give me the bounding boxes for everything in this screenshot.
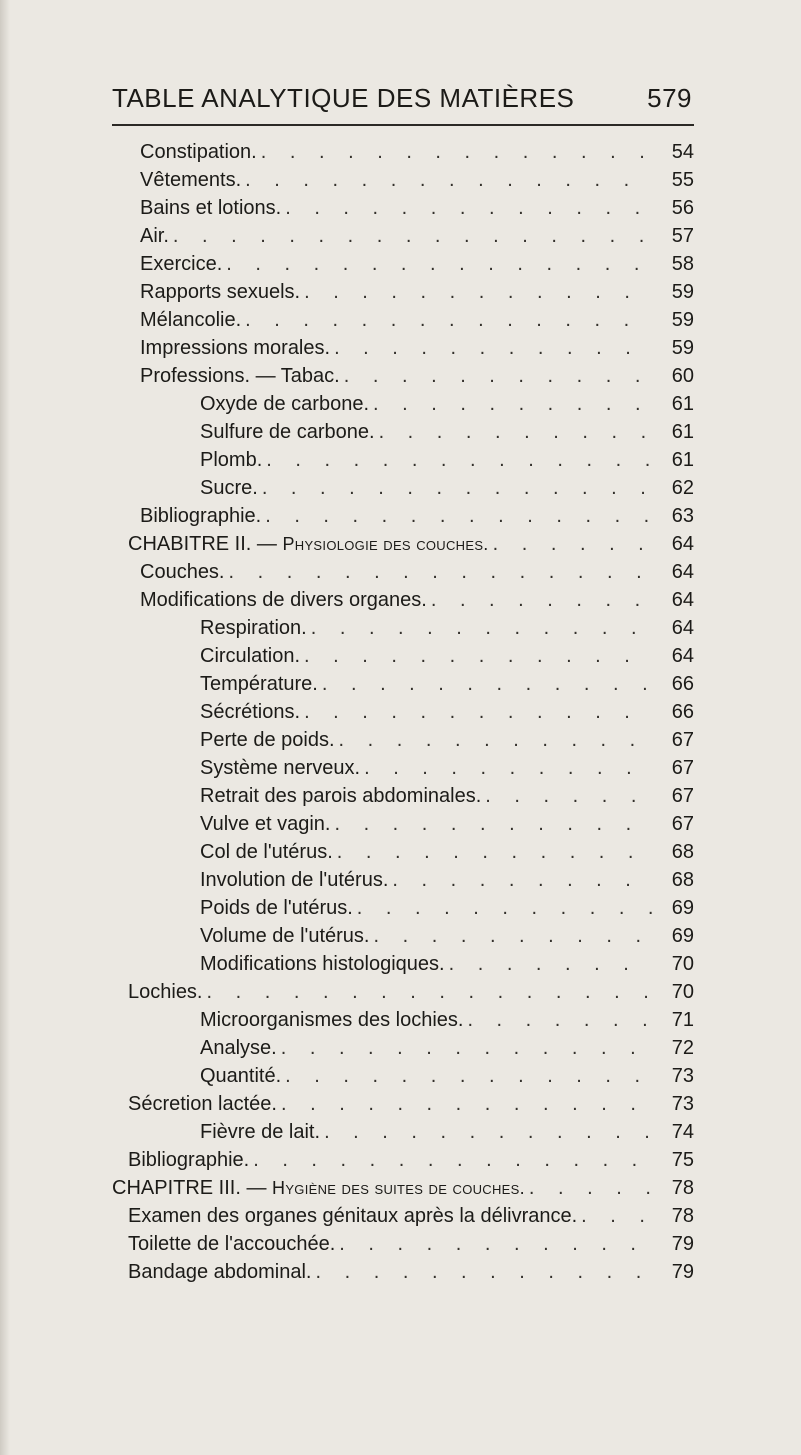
toc-page-number: 64 [671,561,694,583]
toc-entry-text: Bibliographie. [128,1149,250,1171]
toc-entry [200,390,694,418]
toc-entry-label [128,1258,311,1286]
dot-leader [265,502,654,530]
dot-leader [315,1258,654,1286]
toc-page-number: 78 [671,1205,694,1227]
toc-entry-label [140,194,281,222]
toc-page-number: 66 [671,673,694,695]
toc-entry [128,1146,694,1174]
dot-leader [261,138,654,166]
dot-leader [304,278,654,306]
toc-entry-text: Sécretion lactée. [128,1093,277,1115]
dot-leader [373,922,654,950]
toc-entry-label [128,1202,577,1230]
toc-entry-text: Air. [140,225,169,247]
toc-entry [140,558,694,586]
toc-entry-text: CHAPITRE III. — [112,1177,273,1199]
toc-entry-label [200,642,300,670]
toc-page-number: 75 [671,1149,694,1171]
toc-entry-text: Impressions morales. [140,337,331,359]
toc-page-number: 62 [671,477,694,499]
page-number: 579 [647,83,692,113]
toc-page-number: 61 [671,449,694,471]
toc-entry-text: Lochies. [128,981,203,1003]
toc-entry-text: Toilette de l'accouchée. [128,1233,336,1255]
toc-page-number: 70 [671,981,694,1003]
dot-leader [173,222,654,250]
toc-entry-text: Perte de poids. [200,729,335,751]
toc-entry-text: Examen des organes génitaux après la délivrance. [128,1205,578,1227]
toc-entry [200,642,694,670]
toc-entry-label [128,1090,277,1118]
toc-entry-text: Plomb. [200,449,263,471]
toc-entry-text: Sucre. [200,477,258,499]
toc-entry [140,166,694,194]
toc-page-number: 73 [671,1065,694,1087]
toc-page-number: 79 [671,1261,694,1283]
toc-entry-text: Volume de l'utérus. [200,925,370,947]
toc-entry-text: Bains et lotions. [140,197,282,219]
toc-entry-label [200,1006,463,1034]
dot-leader [281,1090,654,1118]
toc-entry-text: Microorganismes des lochies. [200,1009,464,1031]
toc-entry-label [140,222,169,250]
toc-entry-label [200,782,481,810]
dot-leader [379,418,654,446]
toc-entry [200,894,694,922]
dot-leader [581,1202,654,1230]
toc-page-number: 58 [671,253,694,275]
toc-entry-text: Système nerveux. [200,757,361,779]
toc-page-number: 59 [671,337,694,359]
toc-entry-text: Modifications de divers organes. [140,589,427,611]
toc-entry-label [112,1174,525,1202]
toc-page-number: 67 [671,729,694,751]
toc-entry-text: Sécrétions. [200,701,301,723]
toc-entry-text: Mélancolie. [140,309,242,331]
toc-entry-label [140,138,257,166]
toc-entry [200,1006,694,1034]
toc-entry [128,530,694,558]
toc-entry [200,1034,694,1062]
dot-leader [311,614,654,642]
toc-entry-label [200,1062,281,1090]
dot-leader [431,586,654,614]
toc-entry-text: Col de l'utérus. [200,841,333,863]
toc-entry-label [200,838,333,866]
toc-entry-label [140,558,225,586]
dot-leader [245,166,654,194]
toc-entry-text: Poids de l'utérus. [200,897,353,919]
toc-entry-label [128,1230,335,1258]
toc-entry [200,670,694,698]
toc-entry [128,1090,694,1118]
dot-leader [373,390,654,418]
dot-leader [449,950,654,978]
dot-leader [285,1062,654,1090]
toc-entry [200,838,694,866]
toc-page-number: 71 [671,1009,694,1031]
toc-entry [200,1118,694,1146]
toc-entry-label [200,950,445,978]
toc-page-number: 63 [671,505,694,527]
toc-entry-label [200,726,335,754]
toc-page-number: 72 [671,1037,694,1059]
toc-entry-label [200,866,388,894]
toc-page-number: 74 [671,1121,694,1143]
dot-leader [253,1146,654,1174]
dot-leader [281,1034,654,1062]
toc-page-number: 79 [671,1233,694,1255]
dot-leader [485,782,654,810]
toc-entry-text: Constipation. [140,141,257,163]
toc-entry-text: Quantité. [200,1065,282,1087]
toc-entry-text: Sulfure de carbone. [200,421,375,443]
dot-leader [245,306,654,334]
toc-entry [200,950,694,978]
dot-leader [266,446,654,474]
toc-page-number: 64 [671,645,694,667]
toc-entry [140,502,694,530]
toc-entry-label [200,390,369,418]
toc-entry-label [140,586,427,614]
dot-leader [226,250,654,278]
toc-entry [140,138,694,166]
page-edge-shadow [0,0,10,1455]
toc-page-number: 69 [671,925,694,947]
toc-entry [200,1062,694,1090]
toc-entry-text: Circulation. [200,645,301,667]
toc-entry-text: Respiration. [200,617,307,639]
toc-entry-label [200,698,300,726]
dot-leader [304,698,654,726]
dot-leader [229,558,655,586]
toc-page-number: 64 [671,533,694,555]
dot-leader [304,642,654,670]
toc-entry [200,810,694,838]
toc-entry-label [200,614,307,642]
toc-entry-label [200,474,258,502]
toc-entry-text: Vulve et vagin. [200,813,331,835]
toc-entry-label [200,418,375,446]
toc-entry-label [200,894,353,922]
toc-entry [200,698,694,726]
dot-leader [285,194,654,222]
toc-entry-text: Fièvre de lait. [200,1121,321,1143]
toc-page-number: 70 [671,953,694,975]
dot-leader [339,1230,654,1258]
toc-entry-label [140,502,261,530]
dot-leader [322,670,654,698]
toc-entry [200,446,694,474]
toc-page-number: 68 [671,869,694,891]
toc-page-number: 61 [671,393,694,415]
header-rule [112,124,694,126]
toc-entry-label [140,306,241,334]
dot-leader [337,838,654,866]
toc-page-number: 64 [671,589,694,611]
toc-entry [140,586,694,614]
toc-entry [140,250,694,278]
toc-entry [200,922,694,950]
toc-entry [200,754,694,782]
toc-entry [128,1230,694,1258]
toc-entry [128,1202,694,1230]
toc-page-number: 55 [671,169,694,191]
toc-entry-text: Professions. — Tabac. [140,365,340,387]
toc-entry [200,474,694,502]
toc-entry-label [128,1146,249,1174]
toc-entry [140,222,694,250]
dot-leader [493,530,654,558]
dot-leader [339,726,654,754]
toc-page-number: 67 [671,757,694,779]
dot-leader [357,894,654,922]
toc-page-number: 67 [671,785,694,807]
toc-entry [112,1174,694,1202]
toc-chapter-title: Hygiène des suites de couches. [272,1178,525,1198]
toc-entry-text: Température. [200,673,318,695]
toc-entry [200,614,694,642]
dot-leader [334,334,654,362]
dot-leader [364,754,654,782]
toc-page-number: 68 [671,841,694,863]
toc-page-number: 73 [671,1093,694,1115]
toc-entry-text: Vêtements. [140,169,242,191]
toc-entry-text: Modifications histologiques. [200,953,445,975]
toc-entry [140,278,694,306]
toc-entry-text: Couches. [140,561,225,583]
dot-leader [467,1006,654,1034]
toc-entry-text: Involution de l'utérus. [200,869,389,891]
toc-entry-text: Bandage abdominal. [128,1261,312,1283]
toc-entry-label [200,1034,277,1062]
dot-leader [392,866,654,894]
toc-entry-label [128,530,489,558]
toc-entry-text: Bibliographie. [140,505,262,527]
toc-entry-text: Retrait des parois abdominales. [200,785,482,807]
toc-entry-label [200,754,360,782]
toc-entry-text: Oxyde de carbone. [200,393,369,415]
toc-page-number: 66 [671,701,694,723]
toc-page-number: 57 [671,225,694,247]
toc-entry-label [200,670,318,698]
toc-entry-text: Exercice. [140,253,223,275]
toc-entry [140,194,694,222]
toc-page-number: 59 [671,281,694,303]
toc-entry-label [200,810,330,838]
toc-entry [140,334,694,362]
toc-entry-label [140,278,300,306]
toc-page-number: 56 [671,197,694,219]
toc-entry-label [140,166,241,194]
toc-entry-label [200,446,262,474]
toc-entry-text: Rapports sexuels. [140,281,301,303]
toc-page-number: 64 [671,617,694,639]
toc-entry [200,418,694,446]
toc-entry [128,1258,694,1286]
toc-entry-label [200,922,369,950]
toc-entry-label [128,978,203,1006]
page-title: TABLE ANALYTIQUE DES MATIÈRES [112,83,575,113]
toc-entry-text: CHABITRE II. — [128,533,283,555]
toc-entry-label [200,1118,320,1146]
toc-entry-label [140,362,340,390]
toc-entry-label [140,334,330,362]
toc-entry [140,306,694,334]
dot-leader [207,978,655,1006]
dot-leader [262,474,654,502]
dot-leader [529,1174,654,1202]
toc-entry [140,362,694,390]
toc-entry [128,978,694,1006]
toc-page-number: 59 [671,309,694,331]
dot-leader [334,810,654,838]
toc-entry-text: Analyse. [200,1037,277,1059]
dot-leader [344,362,654,390]
toc-entry [200,726,694,754]
toc-page-number: 61 [671,421,694,443]
toc-chapter-title: Physiologie des couches. [282,534,489,554]
dot-leader [324,1118,654,1146]
toc-entry [200,782,694,810]
toc-page-number: 67 [671,813,694,835]
toc-page-number: 60 [671,365,694,387]
toc-page-number: 54 [671,141,694,163]
toc-entry [200,866,694,894]
toc-entry-label [140,250,222,278]
toc-page-number: 78 [671,1177,694,1199]
toc-page-number: 69 [671,897,694,919]
